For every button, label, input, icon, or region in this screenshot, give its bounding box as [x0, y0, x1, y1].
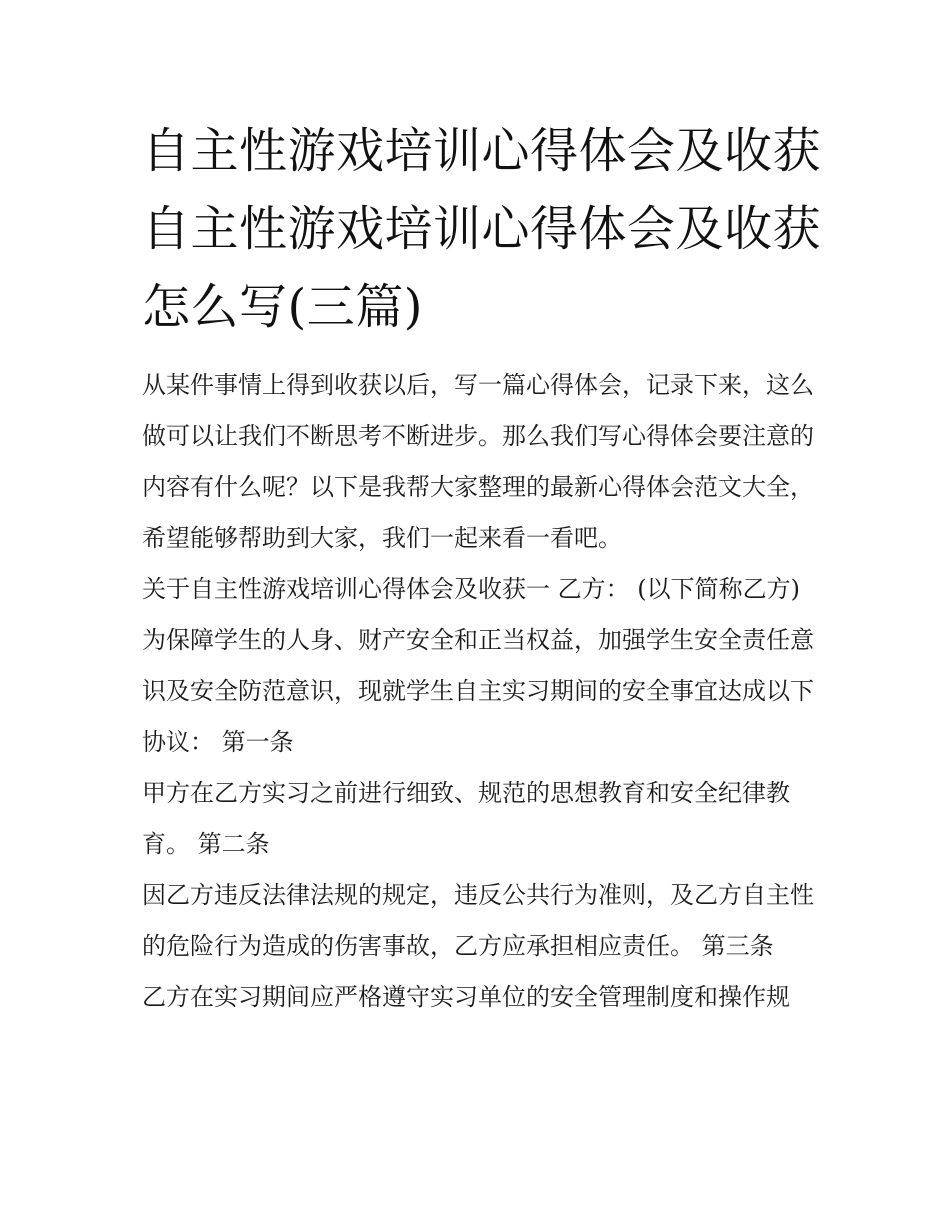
- paragraph-intro: 从某件事情上得到收获以后，写一篇心得体会，记录下来，这么做可以让我们不断思考不断进步。那么我们写心得体会要注意的内容有什么呢？以下是我帮大家整理的最新心得体会范文大全，希望能够帮助到大家，我们一起来看一看吧。: [142, 371, 814, 552]
- paragraph-article-1: 甲方在乙方实习之前进行细致、规范的思想教育和安全纪律教育。 第二条: [142, 779, 790, 858]
- document-page: [142, 112, 822, 1023]
- document-title: 自主性游戏培训心得体会及收获 自主性游戏培训心得体会及收获怎么写(三篇): [142, 123, 822, 335]
- paragraph-section-heading: 关于自主性游戏培训心得体会及收获一 乙方： (以下简称乙方): [142, 575, 800, 603]
- paragraph-purpose: 为保障学生的人身、财产安全和正当权益，加强学生安全责任意识及安全防范意识，现就学生自主实习期间的安全事宜达成以下协议： 第一条: [142, 626, 814, 756]
- paragraph-article-2: 因乙方违反法律法规的规定，违反公共行为准则，及乙方自主性的危险行为造成的伤害事故，乙方应承担相应责任。 第三条: [142, 881, 814, 960]
- paragraph-article-3: 乙方在实习期间应严格遵守实习单位的安全管理制度和操作规: [142, 983, 790, 1011]
